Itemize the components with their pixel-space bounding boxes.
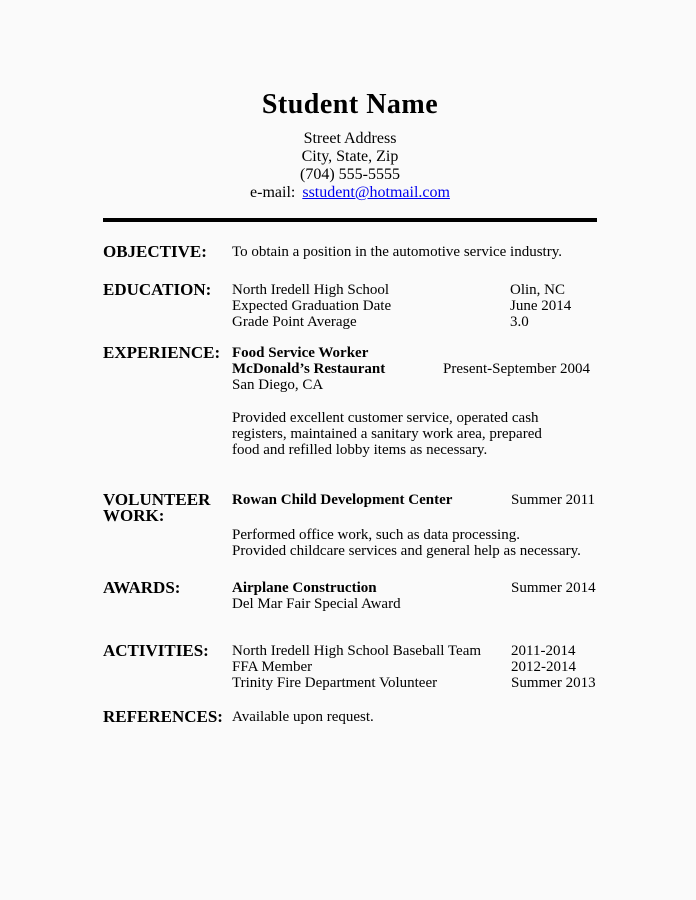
references-label: REFERENCES:: [103, 707, 223, 726]
activity-date: 2012-2014: [511, 659, 576, 675]
education-location: Olin, NC: [510, 282, 566, 298]
volunteer-date: Summer 2011: [511, 492, 596, 508]
education-graduation-date: June 2014: [510, 298, 572, 314]
awards-title: Airplane Construction: [232, 580, 377, 596]
activity-date: Summer 2013: [511, 675, 596, 691]
education-graduation-label: Expected Graduation Date: [232, 298, 392, 314]
experience-job-title: Food Service Worker: [232, 345, 369, 361]
activities-row: [232, 659, 597, 675]
section-references: [103, 709, 597, 725]
phone-number: (704) 555-5555: [300, 166, 400, 183]
education-gpa-label: Grade Point Average: [232, 314, 357, 330]
activity-name: Trinity Fire Department Volunteer: [232, 675, 438, 691]
volunteer-description-line: Provided childcare services and general help as necessary.: [232, 543, 581, 559]
experience-description-line: registers, maintained a sanitary work area, prepared: [232, 426, 542, 442]
activities-row: [232, 643, 597, 659]
education-label: EDUCATION:: [103, 280, 212, 299]
section-volunteer-work: [103, 492, 597, 559]
resume-header: [103, 88, 597, 202]
experience-employer: McDonald’s Restaurant: [232, 361, 386, 377]
activity-name: North Iredell High School Baseball Team: [232, 643, 482, 659]
section-experience: [103, 345, 597, 458]
section-education: [103, 282, 597, 330]
experience-employer-row: [232, 361, 597, 377]
activity-name: FFA Member: [232, 659, 313, 675]
volunteer-label: VOLUNTEER WORK:: [103, 490, 211, 525]
email-label: e-mail:: [250, 184, 296, 201]
activities-row: [232, 675, 597, 691]
education-row: [232, 314, 597, 330]
volunteer-org-row: [232, 492, 597, 508]
references-text: Available upon request.: [232, 709, 374, 725]
section-activities: [103, 643, 597, 691]
awards-subtitle: Del Mar Fair Special Award: [232, 596, 401, 612]
awards-title-row: [232, 580, 597, 596]
experience-location: San Diego, CA: [232, 377, 324, 393]
awards-date: Summer 2014: [511, 580, 596, 596]
volunteer-description-line: Performed office work, such as data processing.: [232, 527, 520, 543]
volunteer-organization: Rowan Child Development Center: [232, 492, 453, 508]
section-objective: [103, 244, 597, 260]
city-state-zip: City, State, Zip: [301, 148, 399, 165]
awards-label: AWARDS:: [103, 578, 181, 597]
activities-label: ACTIVITIES:: [103, 641, 209, 660]
street-address: Street Address: [303, 130, 397, 147]
objective-text: To obtain a position in the automotive service industry.: [232, 244, 562, 260]
experience-description: [232, 410, 597, 458]
section-awards: [103, 580, 597, 612]
activity-date: 2011-2014: [511, 643, 576, 659]
objective-label: OBJECTIVE:: [103, 242, 207, 261]
email-link[interactable]: sstudent@hotmail.com: [302, 184, 450, 201]
student-name: Student Name: [261, 89, 439, 120]
divider-rule: [103, 218, 597, 222]
email-line: [103, 184, 597, 202]
experience-label: EXPERIENCE:: [103, 343, 221, 362]
experience-description-line: food and refilled lobby items as necessary.: [232, 442, 488, 458]
experience-description-line: Provided excellent customer service, operated cash: [232, 410, 539, 426]
education-gpa-value: 3.0: [510, 314, 529, 330]
education-row: [232, 298, 597, 314]
volunteer-description: [232, 527, 597, 559]
education-school: North Iredell High School: [232, 282, 390, 298]
experience-date: Present-September 2004: [443, 361, 591, 377]
education-row: [232, 282, 597, 298]
